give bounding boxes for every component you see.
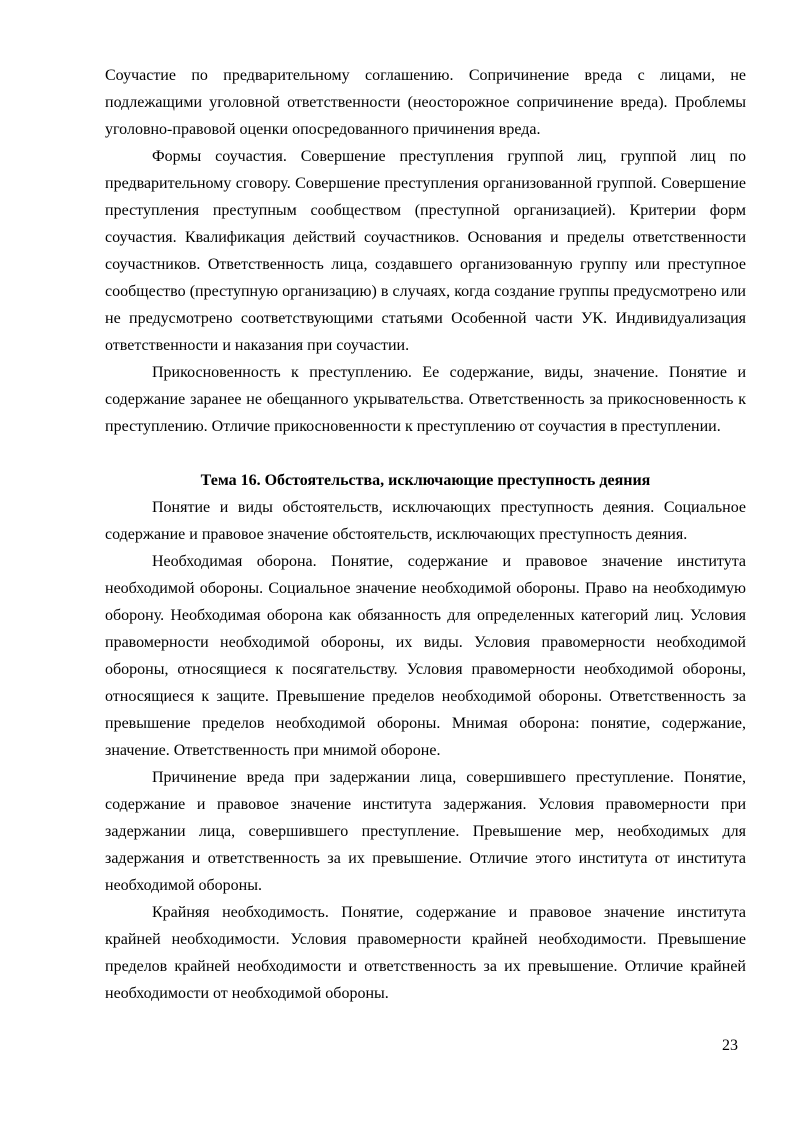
paragraph: Причинение вреда при задержании лица, совершившего преступление. Понятие, содержание и правовое значение института задержания. Условия правомерности при задержании лица, совершившего преступление. Превышение мер, необходимых для задержания и ответственность за их превышение. Отличие этого института от института необходимой обороны. (105, 769, 746, 894)
paragraph: Формы соучастия. Совершение преступления группой лиц, группой лиц по предварительному сговору. Совершение преступления организованной группой. Совершение преступления преступным сообществом (преступной организацией). Критерии форм соучастия. Квалификация действий соучастников. Основания и пределы ответственности соучастников. Ответственность лица, создавшего организованную группу или преступное сообщество (преступную организацию) в случаях, когда создание группы предусмотрено или не предусмотрено соответствующими статьями Особенной части УК. Индивидуализация ответственности и наказания при соучастии. (105, 148, 746, 354)
paragraph: Крайняя необходимость. Понятие, содержание и правовое значение института крайней необходимости. Условия правомерности крайней необходимости. Превышение пределов крайней необходимости и ответственность за их превышение. Отличие крайней необходимости от необходимой обороны. (105, 904, 746, 1002)
paragraph: Соучастие по предварительному соглашению. Сопричинение вреда с лицами, не подлежащими уголовной ответственности (неосторожное сопричинение вреда). Проблемы уголовно-правовой оценки опосредованного причинения вреда. (105, 67, 746, 138)
page-number: 23 (722, 1037, 738, 1054)
paragraph: Понятие и виды обстоятельств, исключающих преступность деяния. Социальное содержание и правовое значение обстоятельств, исключающих преступность деяния. (105, 499, 746, 543)
paragraph: Прикосновенность к преступлению. Ее содержание, виды, значение. Понятие и содержание заранее не обещанного укрывательства. Ответственность за прикосновенность к преступлению. Отличие прикосновенности к преступлению от соучастия в преступлении. (105, 364, 746, 435)
document-body (105, 62, 746, 1007)
paragraph: Необходимая оборона. Понятие, содержание и правовое значение института необходимой обороны. Социальное значение необходимой обороны. Право на необходимую оборону. Необходимая оборона как обязанность для определенных категорий лиц. Условия правомерности необходимой обороны, их виды. Условия правомерности необходимой обороны, относящиеся к посягательству. Условия правомерности необходимой обороны, относящиеся к защите. Превышение пределов необходимой обороны. Ответственность за превышение пределов необходимой обороны. Мнимая оборона: понятие, содержание, значение. Ответственность при мнимой обороне. (105, 553, 746, 759)
section-heading: Тема 16. Обстоятельства, исключающие преступность деяния (200, 472, 651, 489)
